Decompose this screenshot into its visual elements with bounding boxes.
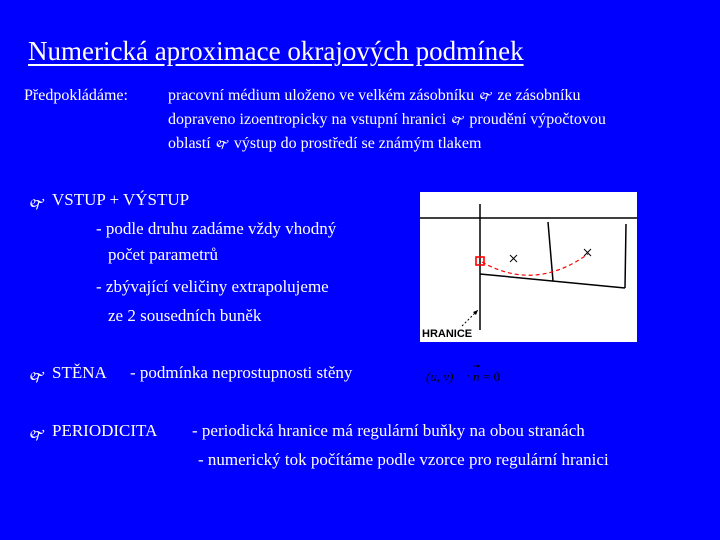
vstup-line-3: - zbývající veličiny extrapolujeme: [96, 277, 329, 296]
separator-icon: 🙰: [478, 89, 494, 103]
stena-text: - podmínka neprostupnosti stěny: [130, 363, 353, 382]
equation-dot: ·: [466, 368, 471, 383]
bullet-icon: 🙰: [28, 369, 46, 385]
boundary-diagram: [420, 192, 637, 342]
intro-line-3: [168, 134, 481, 154]
periodicita-line-2: - numerický tok počítáme podle vzorce pro regulární hranici: [198, 450, 609, 469]
separator-icon: 🙰: [214, 137, 230, 151]
vstup-line-2: počet parametrů: [108, 245, 218, 264]
intro-line-1-a: pracovní médium uloženo ve velkém zásobníku: [168, 87, 475, 104]
wall-equation: [420, 358, 520, 390]
figure-label: HRANICE: [422, 328, 473, 340]
section-heading-stena: STĚNA: [52, 363, 107, 382]
equation-rhs: = 0: [483, 369, 501, 384]
intro-line-2-b: proudění výpočtovou: [469, 111, 606, 128]
slide-title: Numerická aproximace okrajových podmínek: [28, 36, 524, 66]
separator-icon: 🙰: [450, 113, 466, 127]
intro-line-1: [168, 86, 580, 106]
vstup-line-4: ze 2 sousedních buněk: [108, 306, 262, 325]
bullet-icon: 🙰: [28, 196, 46, 212]
intro-line-3-b: výstup do prostředí se známým tlakem: [233, 135, 482, 152]
periodicita-line-1: - periodická hranice má regulární buňky na obou stranách: [192, 421, 585, 440]
bullet-icon: 🙰: [28, 427, 46, 443]
intro-label: Předpokládáme:: [24, 87, 128, 104]
equation-lhs: (u, v): [426, 369, 454, 384]
intro-line-2: [168, 110, 606, 130]
section-heading-periodicita: PERIODICITA: [52, 421, 158, 440]
equation-vec: n: [473, 369, 480, 384]
section-heading-vstup: VSTUP + VÝSTUP: [52, 190, 190, 209]
vstup-line-1: - podle druhu zadáme vždy vhodný: [96, 219, 337, 238]
intro-line-1-b: ze zásobníku: [497, 87, 581, 104]
intro-line-3-a: oblastí: [168, 135, 211, 152]
intro-line-2-a: dopraveno izoentropicky na vstupní hranici: [168, 111, 447, 128]
